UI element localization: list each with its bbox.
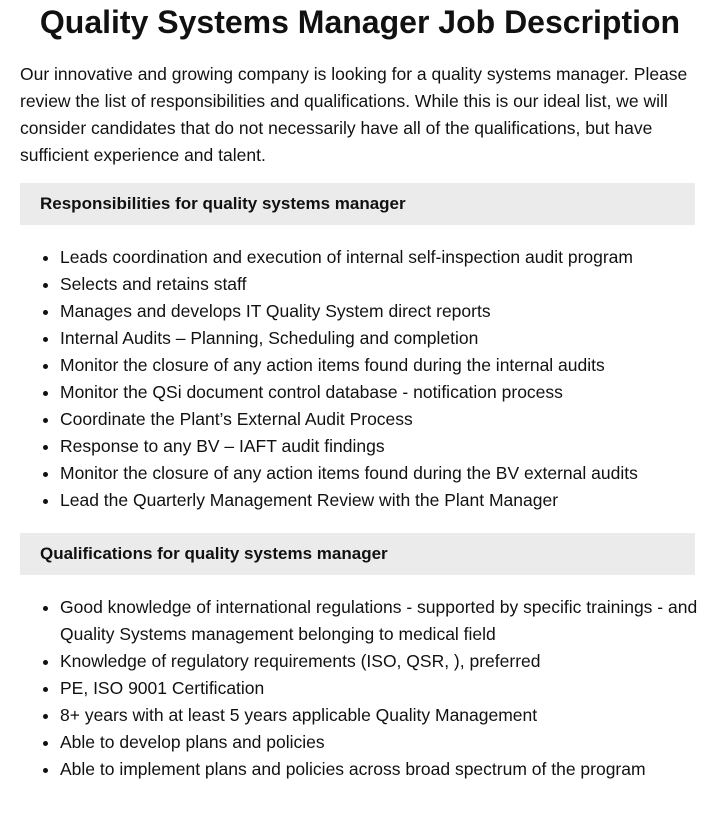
- list-item: • Good knowledge of international regulations - supported by specific trainings - and Quality Systems management belonging to medical field: [60, 594, 720, 648]
- page-title: Quality Systems Manager Job Description: [39, 4, 681, 40]
- list-item: • Monitor the closure of any action items found during the internal audits: [60, 352, 720, 379]
- list-item: • Internal Audits – Planning, Scheduling and completion: [60, 325, 720, 352]
- list-item: • Monitor the closure of any action items found during the BV external audits: [60, 460, 720, 487]
- list-item: • Coordinate the Plant’s External Audit Process: [60, 406, 720, 433]
- list-item: • Selects and retains staff: [60, 271, 720, 298]
- list-item: • Manages and develops IT Quality System direct reports: [60, 298, 720, 325]
- responsibilities-heading: Responsibilities for quality systems manager: [20, 183, 695, 225]
- responsibilities-list: [20, 244, 720, 514]
- list-item: • Monitor the QSi document control database - notification process: [60, 379, 720, 406]
- list-item: • Knowledge of regulatory requirements (ISO, QSR, ), preferred: [60, 648, 720, 675]
- list-item: • PE, ISO 9001 Certification: [60, 675, 720, 702]
- list-item: • Lead the Quarterly Management Review with the Plant Manager: [60, 487, 720, 514]
- list-item: • Leads coordination and execution of internal self-inspection audit program: [60, 244, 720, 271]
- list-item: • Response to any BV – IAFT audit findings: [60, 433, 720, 460]
- list-item: • Able to develop plans and policies: [60, 729, 720, 756]
- list-item: • Able to implement plans and policies across broad spectrum of the program: [60, 756, 720, 783]
- intro-paragraph: Our innovative and growing company is looking for a quality systems manager. Please review the list of responsibilities and qualifications. While this is our ideal list, we will consider candidates that do not necessarily have all of the qualifications, but have sufficient experience and talent.: [20, 64, 688, 165]
- qualifications-heading: Qualifications for quality systems manager: [20, 533, 695, 575]
- list-item: • 8+ years with at least 5 years applicable Quality Management: [60, 702, 720, 729]
- qualifications-list: [20, 594, 720, 783]
